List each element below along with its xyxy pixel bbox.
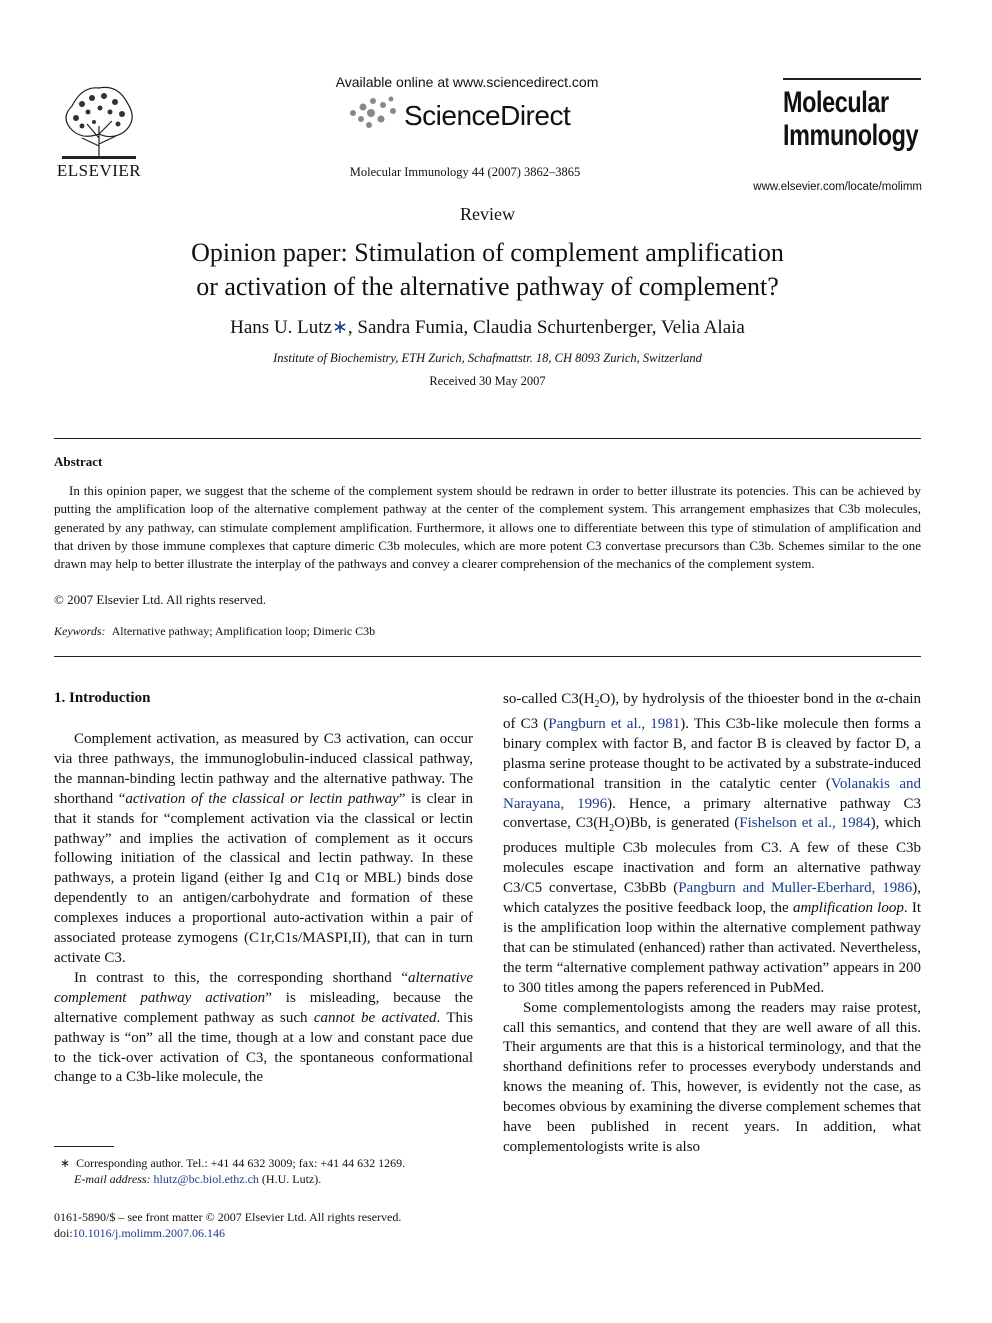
rule-above-abstract [54,438,921,439]
abstract-body [54,482,921,573]
keywords-list: Alternative pathway; Amplification loop; Dimeric C3b [111,624,376,638]
article-title-line2: or activation of the alternative pathway of complement? [196,272,779,301]
intro-paragraph-1: Complement activation, as measured by C3 activation, can occur via three pathways, the immunoglobulin-induced classical pathway, the mannan-binding lectin pathway and the alternative pathway. The shorthand “activation of the classical or lectin pathway” is clear in that it stands for “complement activation via the classical or lectin pathway” and implies the activation of complement as it occurs following initiation of the classical and lectin pathway. In these pathways, a protein ligand (either Ig and C1q or MBL) binds dose dependently to an antigen/carbohydrate and formation of these complexes induces a proportional auto-activation within a pair of associated protease zymogens (C1r,C1s/MASPI,II), that can in turn activate C3. [54,731,473,966]
abstract-copyright: © 2007 Elsevier Ltd. All rights reserved. [54,592,267,607]
keywords-label: Keywords: [54,624,106,638]
footnote-email: E-mail address: hlutz@bc.biol.ethz.ch (H.U. Lutz). [74,1172,322,1186]
footnote [54,1155,473,1187]
publisher-name: ELSEVIER [56,161,142,180]
doi-line: doi:10.1016/j.molimm.2007.06.146 [54,1226,226,1240]
article-title [120,236,855,304]
keywords [54,624,375,639]
issn-line: 0161-5890/$ – see front matter © 2007 Elsevier Ltd. All rights reserved. [54,1210,402,1224]
journal-title-line2: Immunology [783,119,919,152]
article-title-line1: Opinion paper: Stimulation of complement amplification [191,238,784,267]
author-others: , Sandra Fumia, Claudia Schurtenberger, Velia Alaia [347,317,745,338]
journal-title-rule-top [783,78,921,80]
rule-below-keywords [54,656,921,657]
body-column-left [54,730,473,1088]
footnote-rule [54,1146,114,1147]
author-lutz: Hans U. Lutz [230,317,332,338]
sciencedirect-wordmark: ScienceDirect [404,100,571,131]
corresponding-author-mark[interactable]: ∗ [332,317,348,338]
journal-url[interactable]: www.elsevier.com/locate/molimm [753,181,922,193]
journal-title-line1: Molecular [783,86,889,119]
email-link[interactable]: hlutz@bc.biol.ethz.ch [153,1172,259,1186]
body-column-right [503,690,921,1158]
journal-citation: Molecular Immunology 44 (2007) 3862–3865 [349,165,581,179]
ref-fishelson-1984[interactable]: Fishelson et al., 1984 [739,815,871,832]
available-online[interactable]: Available online at www.sciencedirect.com [335,74,599,90]
ref-pangburn-1981[interactable]: Pangburn et al., 1981 [548,715,681,732]
author-list [120,316,855,339]
abstract-text: In this opinion paper, we suggest that the scheme of the complement system should be redrawn in order to better illustrate its potencies. This can be achieved by putting the amplification loop of the alternative complement pathway at the center of the complement system. This arrangement emphasizes that C3b molecules, generated by any pathway, can stimulate complement amplification. Furthermore, it allows one to differentiate between this type of stimulation of amplification and that driven by those immune complexes that capture dimeric C3b molecules, which are more potent C3 convertase precursors than C3b. Schemes similar to the one drawn may help to better illustrate the interplay of the pathways and convey a clearer comprehension of the mechanics of the complement system. [54,483,921,572]
footnote-corresponding: ∗ Corresponding author. Tel.: +41 44 632 3009; fax: +41 44 632 1269. [60,1156,406,1170]
sciencedirect-dots-icon [345,93,405,133]
front-matter [54,1209,401,1241]
ref-pangburn-1986[interactable]: Pangburn and Muller-Eberhard, 1986 [678,880,913,897]
affiliation: Institute of Biochemistry, ETH Zurich, Schafmattstr. 18, CH 8093 Zurich, Switzerland [273,351,702,365]
received-date: Received 30 May 2007 [429,374,546,388]
intro-paragraph-3: Some complementologists among the readers may raise protest, call this semantics, and contend that they are well aware of all this. Their arguments are that this is a historical terminology, and that the shorthand definitions refer to processes everybody understands and knows the meaning of. This, however, is evidently not the case, as becomes obvious by examining the diverse complement schemes that have been published in recent years. In addition, what complementologists write is also [503,999,921,1155]
doi-link[interactable]: 10.1016/j.molimm.2007.06.146 [72,1226,226,1240]
section-heading-introduction: 1. Introduction [54,690,151,706]
intro-paragraph-2-cont: so-called $C3(H_2O)$, by hydrolysis of the thioester bond in the α-chain of C3 (Pangburn et al., 1981). This C3b-like molecule then forms a binary complex with factor B, and factor B is cleaved by factor D, a plasma serine protease thought to be activated by a substrate-induced conformational transition in the catalytic center (Volanakis and Narayana, 1996). Hence, a primary alternative pathway C3 convertase, $C3(H_2O)Bb$, is generated (Fishelson et al., 1984), which produces multiple C3b molecules from C3. A few of these C3b molecules escape inactivation and form an alternative pathway C3/C5 convertase, C3bBb (Pangburn and Muller-Eberhard, 1986), which catalyzes the positive feedback loop, the amplification loop. It is the amplification loop within the alternative complement pathway that can be stimulated (enhanced) rather than activated. Nevertheless, the term “alternative complement pathway activation” appears in 200 to 300 titles among the papers referenced in PubMed. [503,691,922,996]
journal-title [783,86,919,152]
intro-paragraph-2: In contrast to this, the corresponding shorthand “alternative complement pathway activation” is misleading, because the alternative complement pathway as such cannot be activated. This pathway is “on” all the time, though at a low and constant pace due to the tick-over activation of C3, the spontaneous conformational change to a C3b-like molecule, the [54,969,473,1086]
ref-volanakis-1996[interactable]: Volanakis and Narayana, 1996 [503,775,921,812]
article-type: Review [460,204,515,224]
abstract-heading: Abstract [54,454,103,469]
